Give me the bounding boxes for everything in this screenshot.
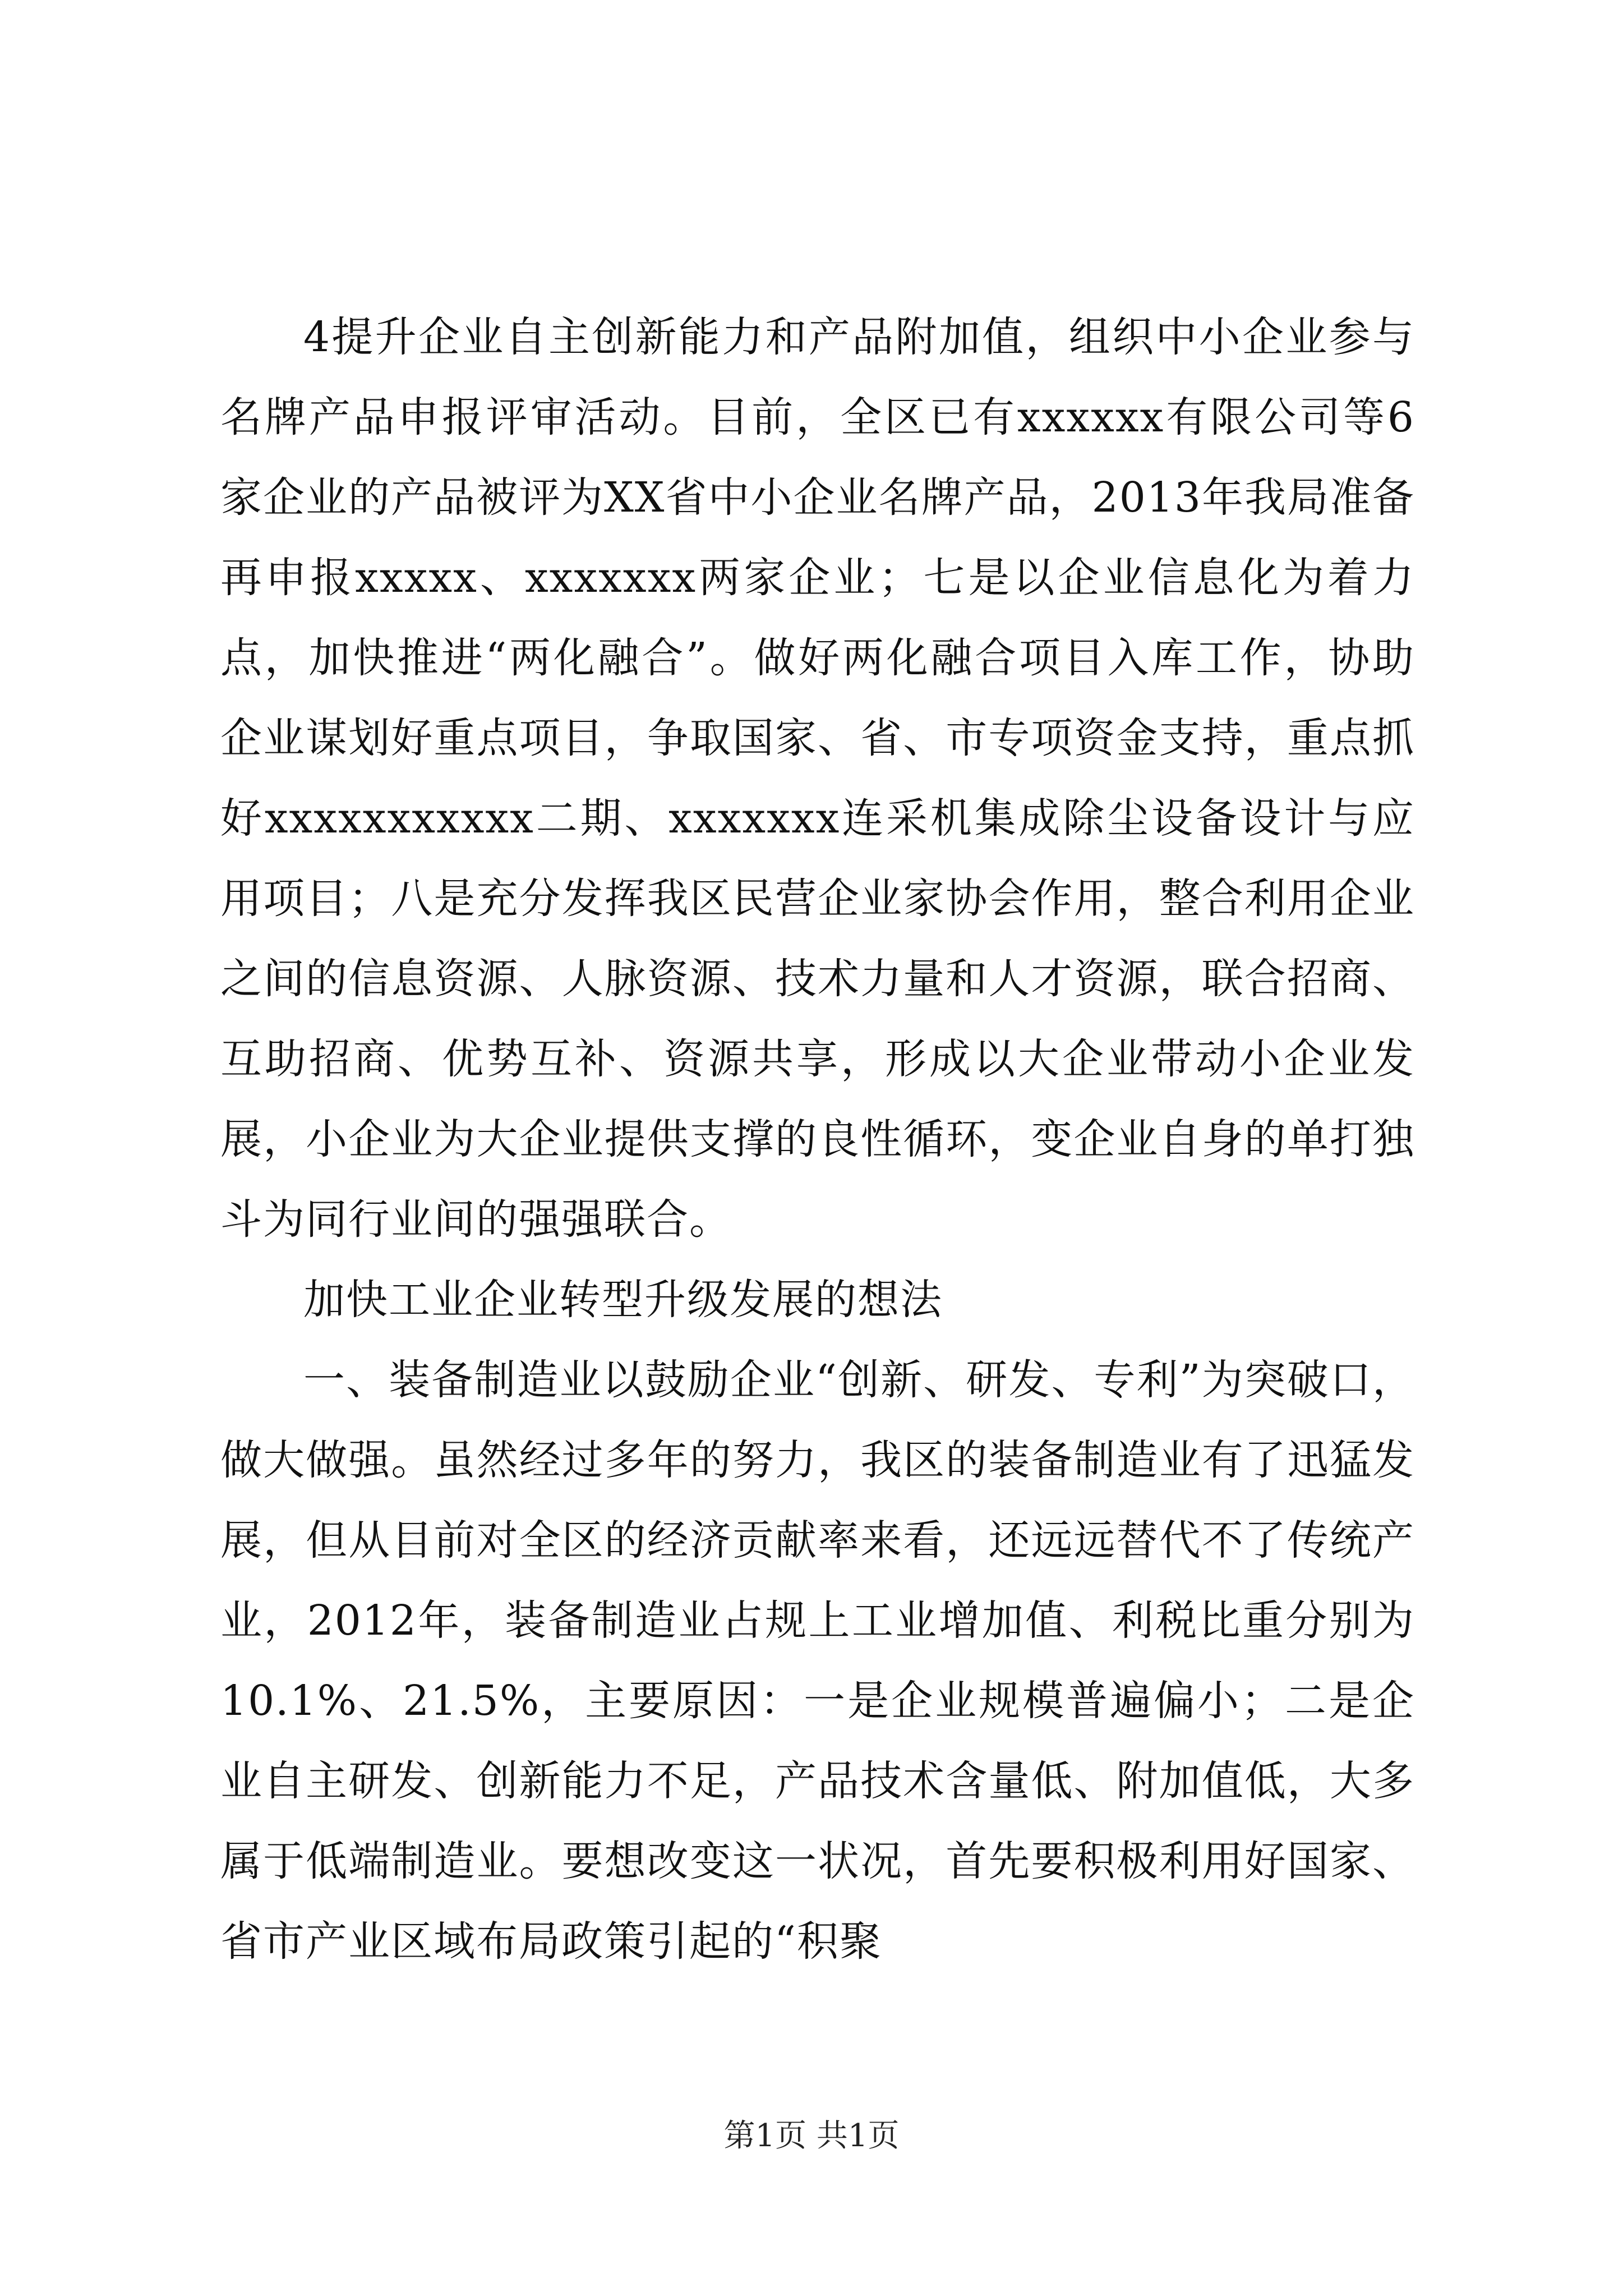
document-body [220,297,1415,1982]
page-footer: 第1页 共1页 [723,2118,900,2154]
section-heading: 加快工业企业转型升级发展的想法 [303,1276,943,1324]
paragraph-innovation-measures: 4提升企业自主创新能力和产品附加值，组织中小企业参与名牌产品申报评审活动。目前，全区已有xxxxxx有限公司等6家企业的产品被评为XX省中小企业名牌产品，2013年我局准备再申报xxxxx、xxxxxxx两家企业；七是以企业信息化为着力点，加快推进“两化融合”。做好两化融合项目入库工作，协助企业谋划好重点项目，争取国家、省、市专项资金支持，重点抓好xxxxxxxxxxx二期、xxxxxxx连采机集成除尘设备设计与应用项目；八是充分发挥我区民营企业家协会作用，整合利用企业之间的信息资源、人脉资源、技术力量和人才资源，联合招商、互助招商、优势互补、资源共享，形成以大企业带动小企业发展，小企业为大企业提供支撑的良性循环，变企业自身的单打独斗为同行业间的强强联合。 [220,313,1415,1244]
paragraph-equipment-manufacturing: 一、装备制造业以鼓励企业“创新、研发、专利”为突破口，做大做强。虽然经过多年的努力，我区的装备制造业有了迅猛发展，但从目前对全区的经济贡献率来看，还远远替代不了传统产业，2012年，装备制造业占规上工业增加值、利税比重分别为10.1%、21.5%，主要原因：一是企业规模普遍偏小；二是企业自主研发、创新能力不足，产品技术含量低、附加值低，大多属于低端制造业。要想改变这一状况，首先要积极利用好国家、省市产业区域布局政策引起的“积聚 [220,1356,1415,1966]
